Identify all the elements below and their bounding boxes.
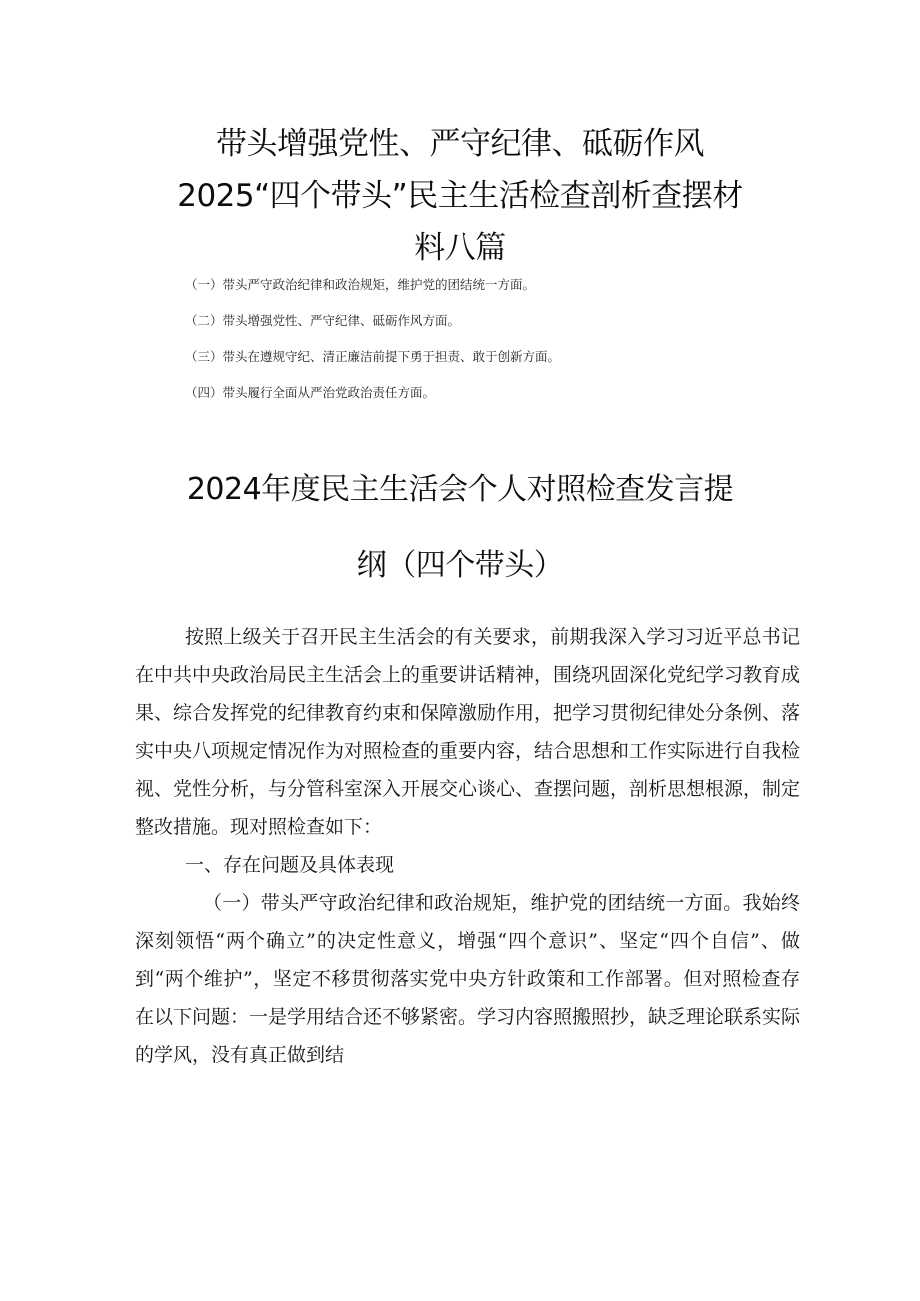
intro-paragraph: 按照上级关于召开民主生活会的有关要求，前期我深入学习习近平总书记在中共中央政治局民主生活会上的重要讲话精神，围绕巩固深化党纪学习教育成果、综合发挥党的纪律教育约束和保障激励作用，把学习贯彻纪律处分条例、落实中央八项规定情况作为对照检查的重要内容，结合思想和工作实际进行自我检视、党性分析，与分管科室深入开展交心谈心、查摆问题，剖析思想根源，制定整改措施。现对照检查如下： xyxy=(135,626,801,838)
section-heading: 一、存在问题及具体表现 xyxy=(185,854,395,876)
section-title xyxy=(120,452,800,604)
body-text xyxy=(135,618,800,1074)
section-title-line-2: 纲（四个带头） xyxy=(356,548,564,583)
document-title-line-3: 料八篇 xyxy=(414,230,506,266)
table-of-contents xyxy=(185,275,785,419)
document-title-line-1: 带头增强党性、严守纪律、砥砺作风 xyxy=(216,126,704,162)
toc-item: （四）带头履行全面从严治党政治责任方面。 xyxy=(185,385,436,400)
toc-item: （一）带头严守政治纪律和政治规矩，维护党的团结统一方面。 xyxy=(185,277,536,292)
toc-item: （二）带头增强党性、严守纪律、砥砺作风方面。 xyxy=(185,313,461,328)
document-title-line-2: 2025“四个带头”民主生活检查剖析查摆材 xyxy=(177,178,743,214)
section-title-line-1: 2024年度民主生活会个人对照检查发言提 xyxy=(186,472,734,507)
toc-item: （三）带头在遵规守纪、清正廉洁前提下勇于担责、敢于创新方面。 xyxy=(185,349,561,364)
document-title xyxy=(140,118,780,274)
body-paragraph: （一）带头严守政治纪律和政治规矩，维护党的团结统一方面。我始终深刻领悟“两个确立”的决定性意义，增强“四个意识”、坚定“四个自信”、做到“两个维护”，坚定不移贯彻落实党中央方针政策和工作部署。但对照检查存在以下问题：一是学用结合还不够紧密。学习内容照搬照抄，缺乏理论联系实际的学风，没有真正做到结 xyxy=(135,892,801,1066)
